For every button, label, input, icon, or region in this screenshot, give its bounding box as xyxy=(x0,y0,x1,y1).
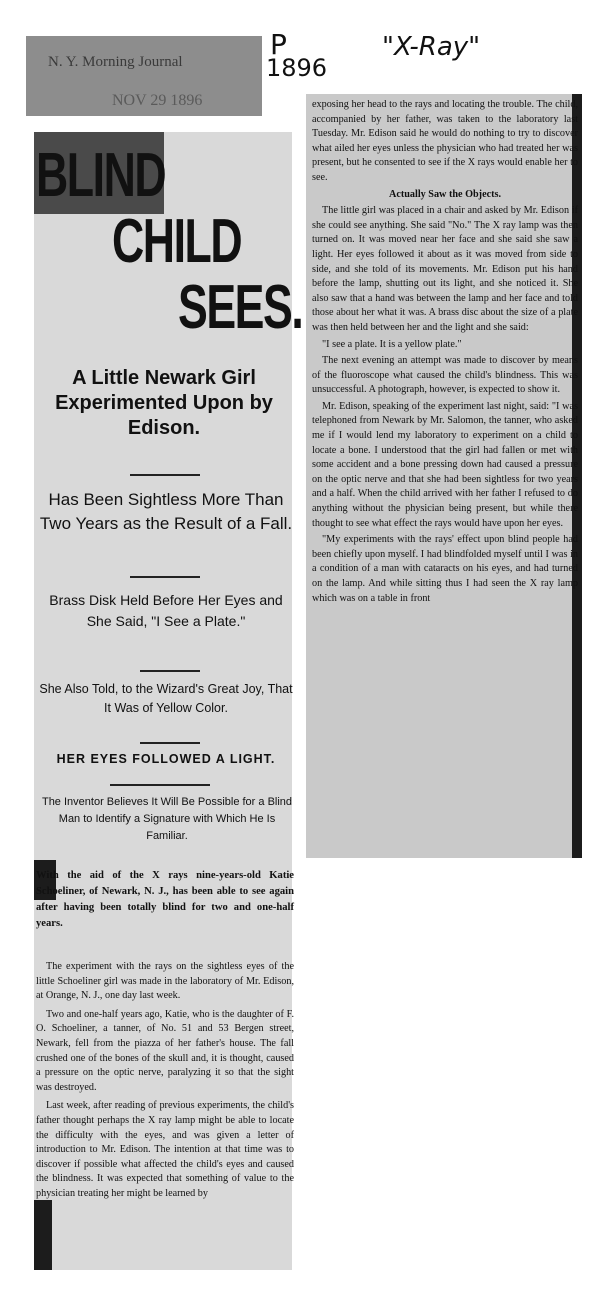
deck-4: She Also Told, to the Wizard's Great Joy, That It Was of Yellow Color. xyxy=(39,682,293,715)
paragraph: "My experiments with the rays' effect upon blind people had been chiefly upon myself. I had blindfolded myself until I was in a condition of a man with cataracts on his eyes, and had turned on the lamp. And while sitting thus I had seen the X ray lamp which was on a table in front xyxy=(312,534,578,604)
paragraph: Two and one-half years ago, Katie, who is the daughter of F. O. Schoeliner, a tanner, of No. 51 and 53 Bergen street, Newark, fell from the piazza of her father's house. The fall crushed one of the bones of the skull and, it is thought, caused a pressure on the optic nerve, paralyzing it so that the sight was destroyed. xyxy=(36,1008,294,1093)
paragraph: "I see a plate. It is a yellow plate." xyxy=(322,338,462,350)
divider xyxy=(110,784,210,786)
scan-shadow xyxy=(34,1200,52,1270)
subheading: Actually Saw the Objects. xyxy=(388,188,502,200)
divider xyxy=(140,742,200,744)
left-body xyxy=(36,960,294,1202)
date-stamp: NOV 29 1896 xyxy=(112,92,203,109)
headline-line-1: BLIND xyxy=(36,141,166,210)
paragraph: The experiment with the rays on the sightless eyes of the little Schoeliner girl was made in the laboratory of Mr. Edison, at Orange, N. J., one day last week. xyxy=(36,961,294,1002)
divider xyxy=(140,670,200,672)
handwritten-letter: P xyxy=(270,28,287,61)
paragraph: Last week, after reading of previous experiments, the child's father thought perhaps the X ray lamp might be able to locate the difficulty with the eyes, and was given a letter of introduction to Mr. Edison. The intention at that time was to discover if possible what affected the child's eyes and caused the blindness. It was expected that something of value to the physician treating her might be learned by xyxy=(36,1100,294,1199)
masthead-strip xyxy=(26,36,262,116)
paragraph: Mr. Edison, speaking of the experiment last night, said: "I was telephoned from Newark by Mr. Salomon, the tanner, who asked me if I would lend my laboratory to experiment on a child to locate a bone. I understood that the girl had fallen or met with some accident and a bone pressing down had caused a pressure on the optic nerve and that she had been sightless for two years and a half. When the child arrived with her father I refused to do anything without the physician being present, but while there thought to see what effect the rays would have upon her eyes. xyxy=(312,400,578,529)
paragraph: The next evening an attempt was made to discover by means of the fluoroscope what caused the child's blindness. This was unsuccessful. A photograph, however, is expected to show it. xyxy=(312,355,578,396)
deck-6: The Inventor Believes It Will Be Possible for a Blind Man to Identify a Signature with Which He Is Familiar. xyxy=(41,796,293,842)
headline-line-3: SEES. xyxy=(178,273,303,342)
deck-1: A Little Newark Girl Experimented Upon by Edison. xyxy=(55,367,273,439)
newspaper-name: N. Y. Morning Journal xyxy=(48,54,183,70)
divider xyxy=(130,576,200,578)
deck-2: Has Been Sightless More Than Two Years as the Result of a Fall. xyxy=(39,490,293,533)
handwritten-topic: "X-Ray" xyxy=(382,32,481,62)
paragraph: exposing her head to the rays and locating the trouble. The child, accompanied by her father, was taken to the laboratory last Tuesday. Mr. Edison said he would do nothing to try to discover what ailed her eyes unless the physician who had treated her was present, but he consented to see if the X rays would enable her to see. xyxy=(312,99,578,183)
headline-line-2: CHILD xyxy=(112,207,242,276)
handwritten-year: 1896 xyxy=(266,54,328,82)
right-body xyxy=(312,98,578,606)
deck-3: Brass Disk Held Before Her Eyes and She Said, "I See a Plate." xyxy=(49,592,283,629)
deck-5: HER EYES FOLLOWED A LIGHT. xyxy=(56,752,276,766)
lead-paragraph: With the aid of the X rays nine-years-old Katie Schoeliner, of Newark, N. J., has been able to see again after having been totally blind for two and one-half years. xyxy=(36,870,294,929)
paragraph: The little girl was placed in a chair and asked by Mr. Edison if she could see anything. She said "No." The X ray lamp was then turned on. It was moved near her face and she said she saw a light. Her eyes followed it about as it was moved from side to side, and she told of its movements. Mr. Edison put his hand before the lamp, shutting out its light, and she noticed it. She also saw that a hand was between the lamp and her face and told those about her what it was. A brass disc about the size of a plate was then held between her and the light and she said: xyxy=(312,205,578,333)
divider xyxy=(130,474,200,476)
